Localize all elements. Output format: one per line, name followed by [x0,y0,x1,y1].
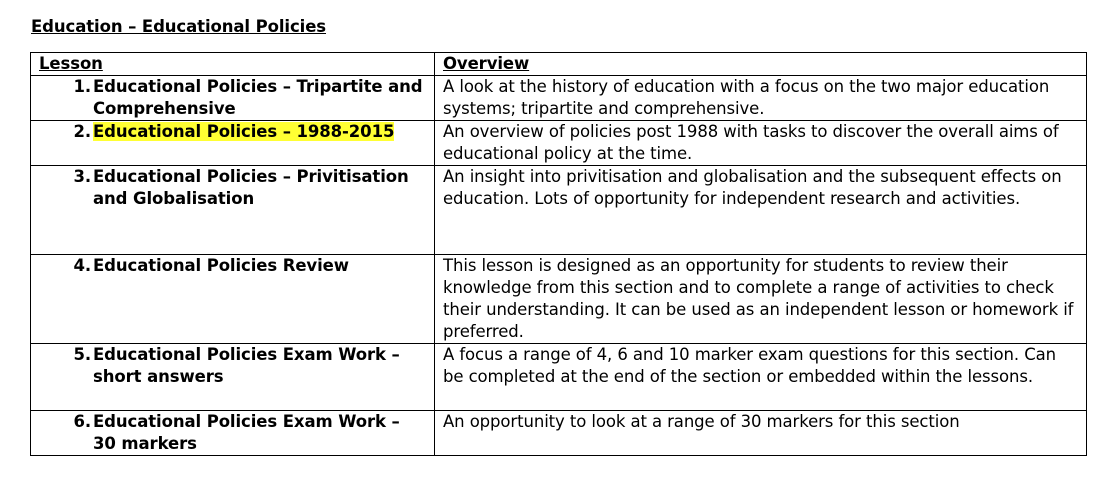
lesson-cell [31,76,435,121]
document-title: Education – Educational Policies [31,17,327,36]
overview-cell [435,166,1087,255]
lesson-overview: An overview of policies post 1988 with tasks to discover the overall aims of educational policy at the time. [443,122,1059,163]
lesson-number: 2. [73,122,91,141]
overview-cell [435,121,1087,166]
overview-cell [435,76,1087,121]
lesson-title-highlighted: Educational Policies – 1988-2015 [93,122,395,141]
header-overview: Overview [443,54,530,73]
lesson-title: Educational Policies – Tripartite and Comprehensive [93,77,423,118]
lessons-table [30,52,1087,456]
lesson-title: Educational Policies Review [93,256,349,275]
lesson-title: Educational Policies Exam Work – short answers [93,345,400,386]
table-row [31,166,1087,255]
table-row [31,255,1087,344]
lesson-number: 1. [73,77,91,96]
lesson-overview: An opportunity to look at a range of 30 markers for this section [443,412,960,431]
overview-cell [435,411,1087,456]
lesson-number: 5. [73,345,91,364]
lesson-overview: This lesson is designed as an opportunity for students to review their knowledge from this section and to complete a range of activities to check their understanding. It can be used as an independent lesson or homework if preferred. [443,256,1074,341]
lesson-cell [31,255,435,344]
overview-cell [435,344,1087,411]
lesson-cell [31,121,435,166]
lesson-overview: A look at the history of education with a focus on the two major education systems; tripartite and comprehensive. [443,77,1050,118]
table-row [31,76,1087,121]
lesson-cell [31,344,435,411]
overview-cell [435,255,1087,344]
lesson-number: 4. [73,256,91,275]
lesson-cell [31,411,435,456]
table-header-row [31,53,1087,76]
lesson-overview: An insight into privitisation and globalisation and the subsequent effects on education. Lots of opportunity for independent research and activities. [443,167,1062,208]
lesson-cell [31,166,435,255]
table-row [31,344,1087,411]
lesson-number: 3. [73,167,91,186]
table-row [31,411,1087,456]
header-lesson: Lesson [39,54,103,73]
lesson-number: 6. [73,412,91,431]
lesson-overview: A focus a range of 4, 6 and 10 marker exam questions for this section. Can be completed at the end of the section or embedded within the lessons. [443,345,1056,386]
lesson-title: Educational Policies Exam Work – 30 markers [93,412,400,453]
lesson-title: Educational Policies – Privitisation and Globalisation [93,167,409,208]
header-cell-overview [435,53,1087,76]
header-cell-lesson [31,53,435,76]
table-row [31,121,1087,166]
